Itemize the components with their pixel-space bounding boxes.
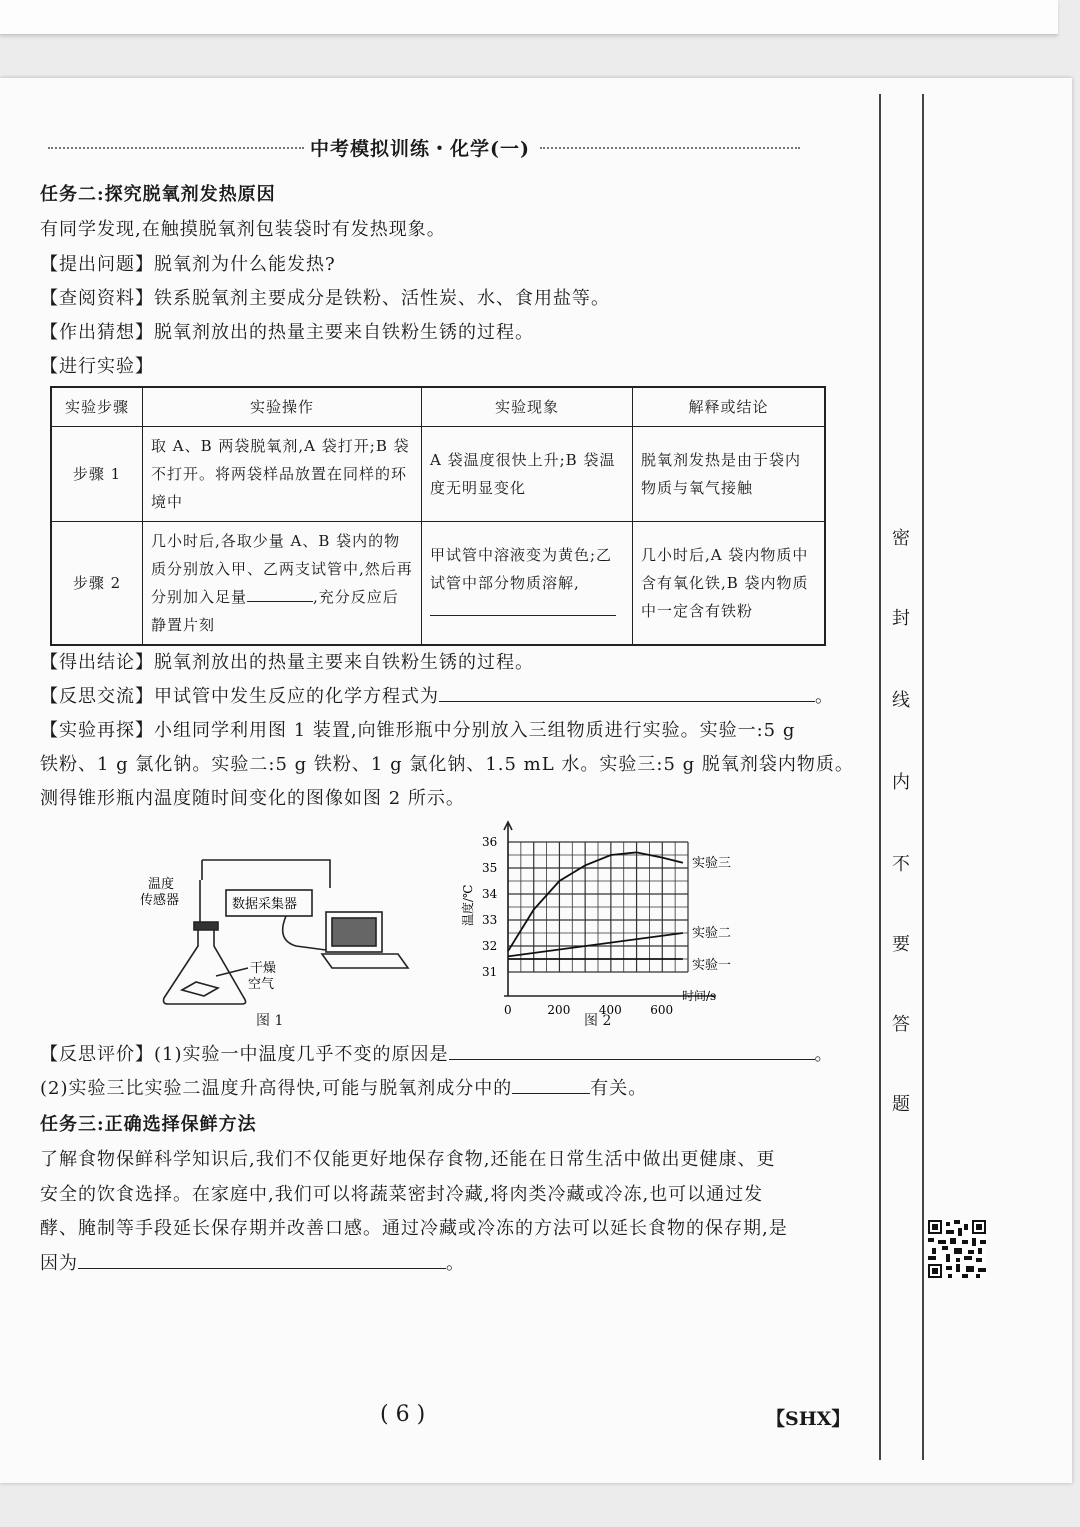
equation-blank[interactable] (439, 683, 815, 702)
task3-text-2: 安全的饮食选择。在家庭中,我们可以将蔬菜密封冷藏,将肉类冷藏或冷冻,也可以通过发 (40, 1184, 764, 1205)
task3-text-4: 因为 (40, 1253, 78, 1274)
conclusion-cell: 脱氧剂发热是由于袋内物质与氧气接触 (633, 427, 826, 522)
eval-blank-2[interactable] (512, 1075, 590, 1094)
side-char: 题 (892, 1094, 910, 1115)
eval-blank-1[interactable] (449, 1041, 815, 1060)
operation-text-a: 几小时后,各取少量 A、B 袋内的物质分别放入甲、乙两支试管中,然后再分别加入足量 (151, 532, 413, 606)
air-label-2: 空气 (248, 977, 275, 992)
task3-text-1: 了解食物保鲜科学知识后,我们不仅能更好地保存食物,还能在日常生活中做出更健康、更 (40, 1149, 776, 1170)
table-header: 解释或结论 (633, 387, 826, 427)
page-number: ( 6 ) (380, 1402, 426, 1427)
hypothesis-text: 【作出猜想】脱氧剂放出的热量主要来自铁粉生锈的过程。 (40, 322, 534, 343)
table-header: 实验现象 (422, 387, 633, 427)
experiment-heading: 【进行实验】 (40, 356, 154, 377)
series-label: 实验三 (692, 855, 732, 871)
table-header-row (51, 387, 825, 427)
previous-page-edge (0, 0, 1058, 35)
y-tick-label: 31 (482, 965, 498, 979)
series-label: 实验二 (692, 926, 732, 941)
figure1-apparatus (136, 850, 416, 1030)
chart-ticks (482, 835, 673, 1017)
page-header (48, 134, 800, 162)
computer-keyboard (322, 954, 408, 968)
explore-text-2: 铁粉、1 g 氯化钠。实验二:5 g 铁粉、1 g 氯化钠、1.5 mL 水。实验三:5 g 脱氧剂袋内物质。 (40, 754, 854, 775)
eval-line-2 (40, 1074, 647, 1100)
chart-ylabel: 温度/℃ (461, 884, 475, 926)
reflect-text: 【反思交流】甲试管中发生反应的化学方程式为 (40, 686, 439, 707)
sensor-label-2: 传感器 (140, 893, 180, 908)
paper-code: 【SHX】 (766, 1408, 851, 1430)
side-char: 封 (892, 608, 910, 629)
chart-xlabel: 时间/s (682, 989, 717, 1003)
side-char: 内 (892, 772, 910, 793)
figure2-caption: 图 2 (584, 1013, 612, 1029)
x-tick-label: 400 (598, 1003, 622, 1017)
side-char: 要 (892, 934, 910, 955)
reagent-blank[interactable] (247, 583, 313, 602)
sample-dish (182, 982, 218, 996)
y-tick-label: 35 (482, 861, 498, 875)
eval-text-2a: (2)实验三比实验二温度升高得快,可能与脱氧剂成分中的 (40, 1078, 513, 1099)
conical-flask (164, 930, 246, 1004)
explore-text-1: 【实验再探】小组同学利用图 1 装置,向锥形瓶中分别放入三组物质进行实验。实验一:5 g (40, 720, 796, 741)
task3-line-4 (40, 1249, 465, 1275)
task3-blank[interactable] (78, 1250, 446, 1269)
air-leader-line (216, 968, 248, 976)
phenomenon-blank[interactable] (430, 597, 616, 616)
side-char: 不 (892, 854, 910, 875)
y-tick-label: 36 (482, 835, 498, 849)
step-cell: 步骤 1 (51, 427, 143, 522)
header-title: 中考模拟训练・化学(一) (310, 138, 530, 160)
eval-text-2b: 有关。 (590, 1078, 648, 1099)
collector-label: 数据采集器 (232, 897, 298, 912)
figure1-caption: 图 1 (256, 1013, 284, 1029)
operation-cell: 取 A、B 两袋脱氧剂,A 袋打开;B 袋不打开。将两袋样品放置在同样的环境中 (143, 427, 422, 522)
step-cell: 步骤 2 (51, 522, 143, 646)
operation-cell (143, 522, 422, 646)
task3-title: 任务三:正确选择保鲜方法 (40, 1114, 257, 1135)
y-tick-label: 34 (482, 887, 498, 901)
side-char: 密 (892, 528, 910, 549)
experiment-table (50, 386, 826, 646)
x-tick-label: 200 (547, 1003, 571, 1017)
conclusion-cell: 几小时后,A 袋内物质中含有氧化铁,B 袋内物质中一定含有铁粉 (633, 522, 826, 646)
table-header: 实验步骤 (51, 387, 143, 427)
series-label: 实验一 (692, 958, 732, 973)
y-tick-label: 32 (482, 939, 498, 953)
eval-period: 。 (814, 1044, 834, 1065)
phenomenon-text: 甲试管中溶液变为黄色;乙试管中部分物质溶解, (430, 546, 613, 592)
operation-text-b: ,充分反应后静置片刻 (151, 588, 399, 634)
x-tick-label: 0 (504, 1003, 512, 1017)
table-row (51, 522, 825, 646)
figure2-chart (452, 818, 752, 1017)
chart-series (508, 852, 731, 973)
qr-code-icon[interactable] (928, 1220, 986, 1278)
question-text: 【提出问题】脱氧剂为什么能发热? (40, 254, 336, 275)
task3-text-3: 酵、腌制等手段延长保存期并改善口感。通过冷藏或冷冻的方法可以延长食物的保存期,是 (40, 1218, 788, 1239)
computer-screen (332, 918, 376, 946)
side-char: 答 (892, 1014, 910, 1035)
table-header: 实验操作 (143, 387, 422, 427)
table-row (51, 427, 825, 522)
reflect-period: 。 (815, 686, 834, 707)
phenomenon-cell (422, 522, 633, 646)
chart-axes (504, 822, 716, 996)
margin-line-inner (922, 94, 924, 1460)
x-tick-label: 600 (650, 1003, 674, 1017)
conclusion-text: 【得出结论】脱氧剂放出的热量主要来自铁粉生锈的过程。 (40, 652, 534, 673)
task3-period: 。 (446, 1253, 465, 1274)
reflect-line (40, 682, 834, 708)
margin-line-outer (879, 94, 881, 1460)
intro-text: 有同学发现,在触摸脱氧剂包装袋时有发热现象。 (40, 219, 446, 240)
collector-cable (283, 916, 326, 950)
air-label-1: 干燥 (250, 961, 277, 976)
stopper (194, 922, 218, 930)
sensor-label-1: 温度 (148, 877, 175, 892)
eval-text-1: 【反思评价】(1)实验一中温度几乎不变的原因是 (40, 1044, 449, 1065)
material-text: 【查阅资料】铁系脱氧剂主要成分是铁粉、活性炭、水、食用盐等。 (40, 288, 610, 309)
y-tick-label: 33 (482, 913, 498, 927)
sensor-cable (202, 860, 330, 888)
explore-text-3: 测得锥形瓶内温度随时间变化的图像如图 2 所示。 (40, 788, 465, 809)
eval-line-1 (40, 1040, 834, 1066)
side-char: 线 (892, 690, 910, 711)
phenomenon-cell: A 袋温度很快上升;B 袋温度无明显变化 (422, 427, 633, 522)
task2-title: 任务二:探究脱氧剂发热原因 (40, 184, 276, 205)
